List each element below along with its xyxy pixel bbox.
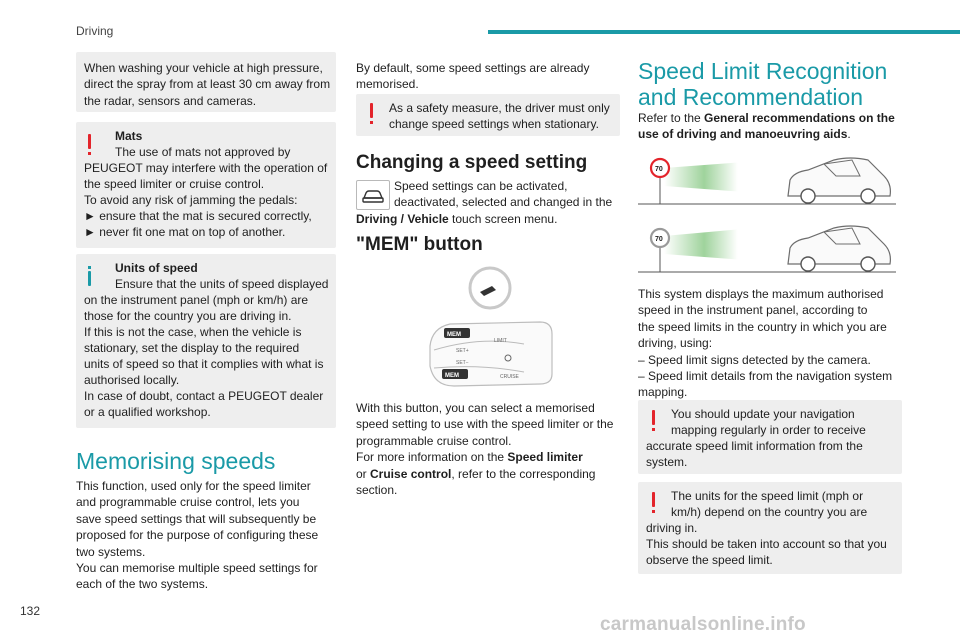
stalk-cruise: CRUISE xyxy=(500,374,519,380)
mats-line: the speed limiter or cruise control. xyxy=(84,177,265,191)
speed-sign-illustration-2 xyxy=(638,216,900,276)
speed-sign-illustration-1 xyxy=(638,150,900,208)
safety-line: change speed settings when stationary. xyxy=(389,117,599,131)
system-line: – Speed limit signs detected by the camera. xyxy=(638,352,871,367)
mem-line: speed setting to use with the speed limiter or the xyxy=(356,417,614,432)
update-line: mapping regularly in order to receive xyxy=(671,423,866,437)
mem-text xyxy=(356,400,624,498)
units-line: units of speed so that it complies with what is xyxy=(84,357,324,371)
memorising-text xyxy=(76,478,338,593)
warning-icon xyxy=(370,103,373,118)
stalk-mem-top: MEM xyxy=(447,332,461,338)
mem-line: With this button, you can select a memorised xyxy=(356,401,595,415)
speed-units-line: km/h) depend on the country you are xyxy=(671,505,868,519)
mem-line: section. xyxy=(356,483,398,498)
system-line: This system displays the maximum authorised xyxy=(638,287,884,301)
watermark: carmanualsonline.info xyxy=(600,614,806,635)
mem-line xyxy=(356,449,624,465)
refer-bold: use of driving and manoeuvring aids xyxy=(638,127,848,142)
update-mapping-warning-box xyxy=(638,400,902,474)
units-line: those for the country you are driving in. xyxy=(84,309,292,323)
units-title: Units of speed xyxy=(115,261,198,275)
memorising-line: and programmable cruise control, lets you xyxy=(76,495,300,510)
system-line: – Speed limit details from the navigation system xyxy=(638,369,893,384)
info-icon xyxy=(88,271,91,286)
system-line: mapping. xyxy=(638,385,688,400)
units-line: or a qualified workshop. xyxy=(84,405,211,419)
speed-units-line: This should be taken into account so that you xyxy=(646,537,887,551)
mem-line-rest: , refer to the corresponding xyxy=(451,466,596,481)
speed-units-line: The units for the speed limit (mph or xyxy=(671,489,864,503)
warning-icon xyxy=(652,410,655,425)
menu-path: Driving / Vehicle xyxy=(356,211,449,226)
update-line: system. xyxy=(646,455,688,469)
speed-units-line: driving in. xyxy=(646,521,698,535)
default-line: By default, some speed settings are already xyxy=(356,61,590,75)
slr-heading-line: and Recommendation xyxy=(638,84,864,110)
mats-warning-box xyxy=(76,122,336,248)
mem-line-pre: or xyxy=(356,466,371,481)
units-line: In case of doubt, contact a PEUGEOT dealer xyxy=(84,389,324,403)
mats-title: Mats xyxy=(115,129,143,143)
mats-line: To avoid any risk of jamming the pedals: xyxy=(84,193,298,207)
units-line: authorised locally. xyxy=(84,373,180,387)
memorising-line: This function, used only for the speed limiter xyxy=(76,479,311,493)
mats-line: ► never fit one mat on top of another. xyxy=(84,225,286,239)
refer-line xyxy=(638,126,908,142)
units-line: on the instrument panel (mph or km/h) are xyxy=(84,293,309,307)
update-line: You should update your navigation xyxy=(671,407,855,421)
speed-limiter-ref: Speed limiter xyxy=(507,450,583,465)
changing-line-rest: touch screen menu. xyxy=(448,211,558,226)
speed-sign-value-2: 70 xyxy=(655,236,663,243)
changing-heading: Changing a speed setting xyxy=(356,152,588,173)
mem-line: programmable cruise control. xyxy=(356,433,512,448)
memorising-heading: Memorising speeds xyxy=(76,448,276,474)
stalk-mem-bottom: MEM xyxy=(445,373,459,379)
memorising-line: save speed settings that will subsequently be xyxy=(76,511,317,526)
system-line: speed in the instrument panel, according to xyxy=(638,303,868,318)
memorising-line: each of the two systems. xyxy=(76,577,209,592)
refer-text xyxy=(638,110,908,143)
changing-text xyxy=(356,178,624,227)
mem-line-pre: For more information on the xyxy=(356,450,508,465)
speed-sign-value-1: 70 xyxy=(655,166,663,173)
safety-line: As a safety measure, the driver must only xyxy=(389,101,610,115)
units-line: Ensure that the units of speed displayed xyxy=(115,277,329,291)
cruise-control-ref: Cruise control xyxy=(370,466,452,481)
refer-bold: General recommendations on the xyxy=(704,111,895,125)
mem-line xyxy=(356,466,624,482)
header-accent-bar xyxy=(488,30,960,34)
stalk-limit: LIMIT xyxy=(494,338,507,344)
units-info-box xyxy=(76,254,336,428)
stalk-set-plus: SET+ xyxy=(456,348,469,354)
system-line: the speed limits in the country in which you are xyxy=(638,319,887,334)
speed-units-warning-box xyxy=(638,482,902,574)
warning-icon xyxy=(88,134,91,149)
slr-heading xyxy=(638,58,887,110)
slr-heading-line: Speed Limit Recognition xyxy=(638,58,888,84)
update-line: accurate speed limit information from the xyxy=(646,439,863,453)
units-line: If this is not the case, when the vehicle is xyxy=(84,325,302,339)
system-text xyxy=(638,286,908,401)
page-number: 132 xyxy=(20,604,41,618)
running-header: Driving xyxy=(76,24,114,38)
refer-line xyxy=(638,110,908,126)
changing-line: deactivated, selected and changed in the xyxy=(394,195,613,210)
safety-warning-box xyxy=(356,94,620,136)
mem-heading: "MEM" button xyxy=(356,234,483,255)
mats-line: PEUGEOT may interfere with the operation of xyxy=(84,161,328,175)
memorising-line: two systems. xyxy=(76,544,146,559)
mats-line: The use of mats not approved by xyxy=(115,145,291,159)
stalk-set-minus: SET− xyxy=(456,360,469,366)
memorising-line: You can memorise multiple speed settings for xyxy=(76,561,318,576)
washing-note-box xyxy=(76,52,336,112)
refer-pre: Refer to the xyxy=(638,111,705,125)
washing-note-text: When washing your vehicle at high pressure, direct the spray from at least 30 cm away from the radar, sensors and cameras. xyxy=(84,61,331,108)
default-speeds-text xyxy=(356,60,622,93)
system-line: driving, using: xyxy=(638,336,713,351)
mats-line: ► ensure that the mat is secured correctly, xyxy=(84,209,312,223)
memorising-line: proposed for the purpose of configuring these xyxy=(76,528,319,543)
units-line: stationary, set the display to the required xyxy=(84,341,300,355)
warning-icon xyxy=(652,492,655,507)
mem-stalk-illustration xyxy=(420,266,570,394)
refer-post: . xyxy=(847,127,851,142)
changing-line: Speed settings can be activated, xyxy=(394,179,568,193)
changing-line xyxy=(356,211,624,227)
default-line: memorised. xyxy=(356,77,419,92)
speed-units-line: observe the speed limit. xyxy=(646,553,773,567)
